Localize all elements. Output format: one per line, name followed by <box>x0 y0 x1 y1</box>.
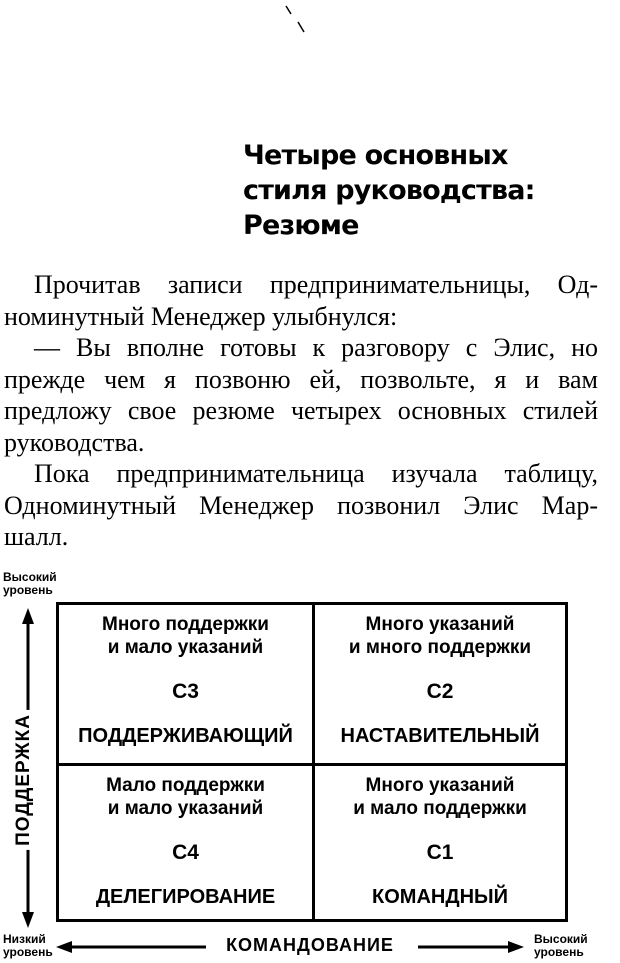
quadrant-code: С1 <box>426 841 454 864</box>
text-line: прежде чем я позвоню ей, позвольте, я и вам <box>4 364 598 394</box>
text-line: шалл. <box>4 522 69 551</box>
section-title-line: Резюме <box>243 210 359 241</box>
axis-label-line: уровень <box>3 945 53 959</box>
y-axis-label <box>4 714 44 846</box>
text-line: Прочитав записи предпринимательницы, Од- <box>34 270 598 299</box>
quadrant-c2 <box>315 605 565 763</box>
quadrant-code: С3 <box>172 680 199 703</box>
quadrant-style: КОМАНДНЫЙ <box>372 886 508 908</box>
quadrant-description <box>315 613 565 659</box>
quadrant-c1 <box>315 766 565 919</box>
quadrant-style: НАСТАВИТЕЛЬНЫЙ <box>340 725 540 747</box>
paragraph <box>4 458 598 553</box>
paragraph <box>4 269 598 332</box>
axis-label-line: уровень <box>534 945 584 959</box>
section-title <box>243 138 603 243</box>
text-line: предложу свое резюме четырех основных стилей <box>4 396 598 425</box>
quadrant-code: С4 <box>172 841 199 864</box>
paragraph <box>4 332 598 458</box>
description-line: и мало указаний <box>107 637 264 658</box>
description-line: Много поддержки <box>102 614 269 635</box>
styles-grid <box>56 602 568 922</box>
quadrant-style: ПОДДЕРЖИВАЮЩИЙ <box>78 725 293 747</box>
text-line: Пока предпринимательница изучала таблицу, <box>34 459 598 488</box>
description-line: Много указаний <box>365 614 515 635</box>
stray-mark <box>280 0 310 40</box>
axis-label-line: уровень <box>3 583 53 597</box>
text-line: руководства. <box>4 427 145 457</box>
description-line: и много поддержки <box>348 637 532 658</box>
quadrant-style: ДЕЛЕГИРОВАНИЕ <box>95 886 276 908</box>
quadrant-description <box>59 613 312 659</box>
y-axis-high-label <box>3 571 57 597</box>
text-line: — Вы вполне готовы к разговору с Элис, но <box>34 333 598 362</box>
text-line: Одноминутный Менеджер позвонил Элис Мар- <box>4 490 598 520</box>
y-axis-label-text: ПОДДЕРЖКА <box>13 710 35 850</box>
axis-label-line: Высокий <box>534 932 588 946</box>
y-axis-low-label <box>3 933 53 959</box>
quadrant-c4 <box>59 766 312 919</box>
x-axis-label: КОМАНДОВАНИЕ <box>226 935 394 955</box>
description-line: Мало поддержки <box>106 775 265 796</box>
axis-label-line: Высокий <box>3 570 57 584</box>
quadrant-c3 <box>59 605 312 763</box>
quadrant-description <box>59 774 312 820</box>
quadrant-description <box>315 774 565 820</box>
section-title-line: стиля руководства: <box>243 175 535 206</box>
x-axis-high-label <box>534 933 588 959</box>
description-line: и мало поддержки <box>353 798 527 819</box>
description-line: и мало указаний <box>107 798 264 819</box>
quadrant-code: С2 <box>426 680 454 703</box>
section-title-line: Четыре основных <box>243 140 508 171</box>
text-line: номинутный Менеджер улыбнулся: <box>4 301 398 331</box>
axis-label-line: Низкий <box>3 932 46 946</box>
description-line: Много указаний <box>365 775 515 796</box>
